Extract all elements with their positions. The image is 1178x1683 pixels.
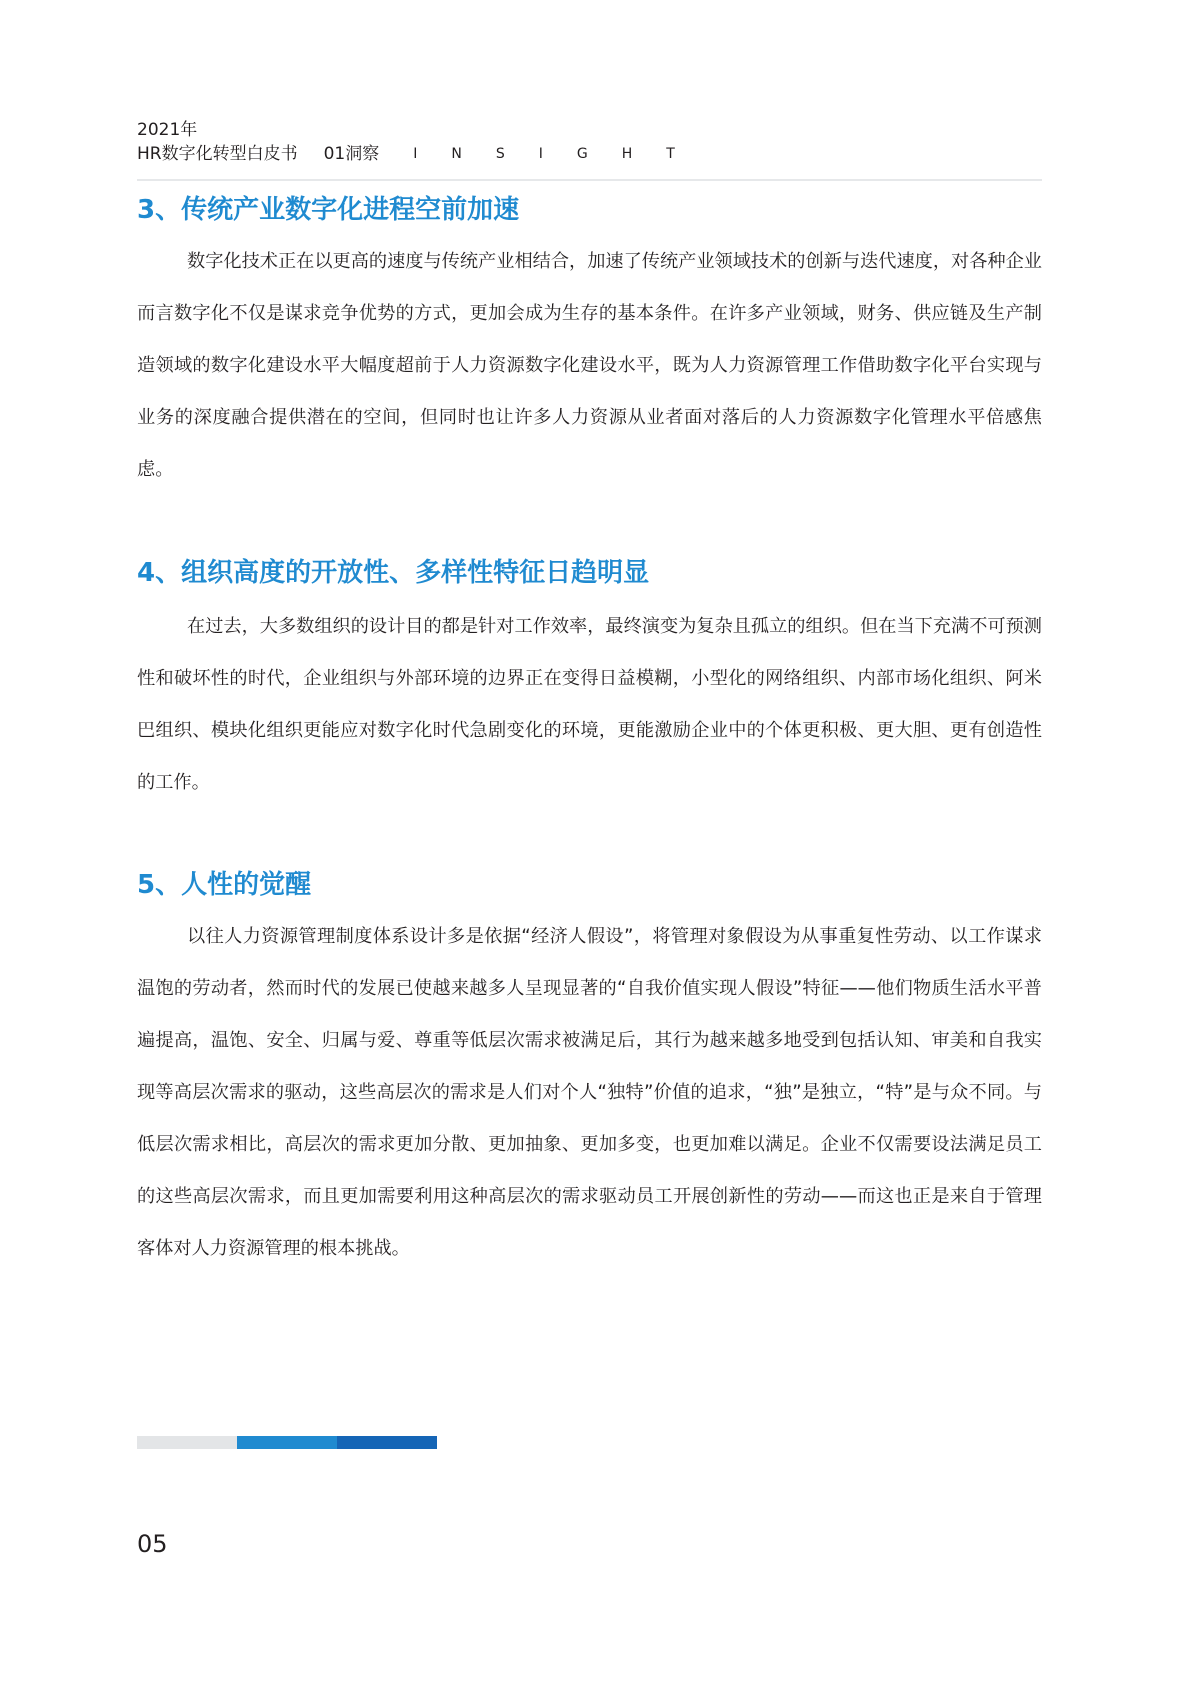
color-bar-blue	[237, 1436, 337, 1449]
insight-letter: H	[621, 146, 633, 162]
section-heading-4: 4、组织高度的开放性、多样性特征日趋明显	[137, 558, 650, 588]
insight-letter: N	[451, 146, 462, 162]
section-heading-3: 3、传统产业数字化进程空前加速	[137, 195, 520, 225]
insight-letter: I	[538, 146, 543, 162]
header-row	[137, 142, 1042, 166]
insight-letter: S	[495, 146, 505, 162]
header-year: 2021年	[137, 120, 198, 140]
decorative-color-bar	[137, 1436, 437, 1449]
insight-letter: T	[666, 146, 675, 162]
color-bar-dark-blue	[337, 1436, 437, 1449]
insight-letter: G	[576, 146, 588, 162]
section-heading-5: 5、人性的觉醒	[137, 870, 312, 900]
page-header	[137, 118, 1042, 166]
header-series-title: HR数字化转型白皮书	[137, 144, 298, 164]
insight-letter: I	[413, 146, 418, 162]
color-bar-gray	[137, 1436, 237, 1449]
section-paragraph-5: 以往人力资源管理制度体系设计多是依据“经济人假设”，将管理对象假设为从事重复性劳动、以工作谋求温饱的劳动者，然而时代的发展已使越来越多人呈现显著的“自我价值实现人假设”特征——他们物质生活水平普遍提高，温饱、安全、归属与爱、尊重等低层次需求被满足后，其行为越来越多地受到包括认知、审美和自我实现等高层次需求的驱动，这些高层次的需求是人们对个人“独特”价值的追求，“独”是独立，“特”是与众不同。与低层次需求相比，高层次的需求更加分散、更加抽象、更加多变，也更加难以满足。企业不仅需要设法满足员工的这些高层次需求，而且更加需要利用这种高层次的需求驱动员工开展创新性的劳动——而这也正是来自于管理客体对人力资源管理的根本挑战。	[137, 926, 1042, 1259]
section-paragraph-4: 在过去，大多数组织的设计目的都是针对工作效率，最终演变为复杂且孤立的组织。但在当下充满不可预测性和破坏性的时代，企业组织与外部环境的边界正在变得日益模糊，小型化的网络组织、内部市场化组织、阿米巴组织、模块化组织更能应对数字化时代急剧变化的环境，更能激励企业中的个体更积极、更大胆、更有创造性的工作。	[137, 616, 1042, 793]
header-section-label: 01洞察	[323, 144, 380, 164]
section-paragraph-3: 数字化技术正在以更高的速度与传统产业相结合，加速了传统产业领域技术的创新与迭代速度，对各种企业而言数字化不仅是谋求竞争优势的方式，更加会成为生存的基本条件。在许多产业领域，财务、供应链及生产制造领域的数字化建设水平大幅度超前于人力资源数字化建设水平，既为人力资源管理工作借助数字化平台实现与业务的深度融合提供潜在的空间，但同时也让许多人力资源从业者面对落后的人力资源数字化管理水平倍感焦虑。	[137, 251, 1042, 480]
header-divider	[137, 179, 1042, 181]
header-insight-word	[413, 142, 675, 166]
page-number: 05	[137, 1530, 168, 1558]
